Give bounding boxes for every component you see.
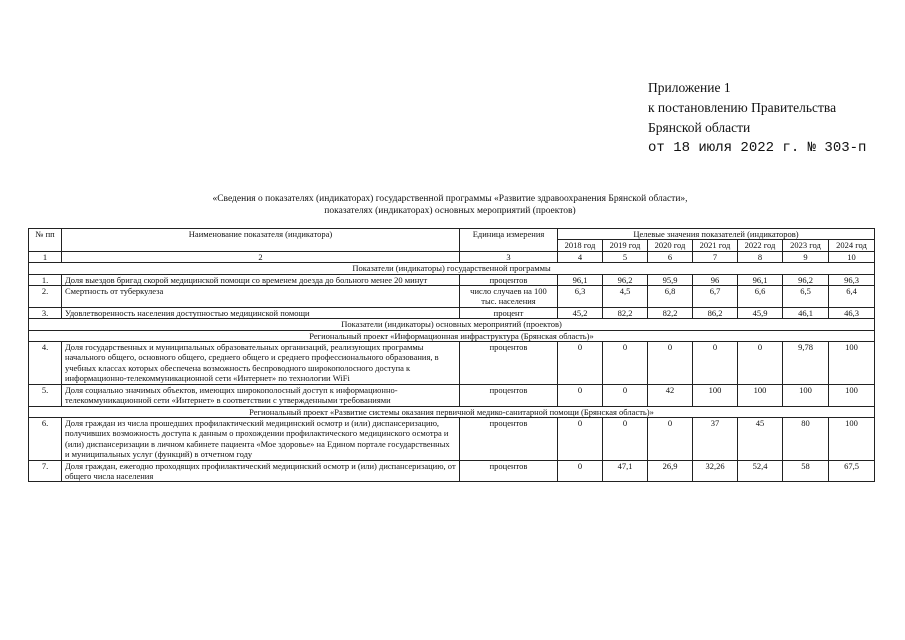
row-value: 0: [738, 342, 783, 385]
section-row: [29, 263, 875, 274]
row-value: 100: [738, 384, 783, 406]
section-row: [29, 330, 875, 341]
header-year: 2019 год: [603, 240, 648, 251]
column-number: 8: [738, 251, 783, 262]
header-num: № пп: [29, 229, 62, 252]
table-row: [29, 384, 875, 406]
row-value: 52,4: [738, 460, 783, 482]
document-title-line-1: «Сведения о показателях (индикаторах) государственной программы «Развитие здравоохранения Брянской области»,: [212, 194, 688, 204]
row-value: 96,1: [738, 274, 783, 285]
row-num: 5.: [29, 384, 62, 406]
row-value: 82,2: [603, 307, 648, 318]
table-row: [29, 342, 875, 385]
row-value: 0: [558, 460, 603, 482]
row-name: Удовлетворенность населения доступностью медицинской помощи: [62, 307, 460, 318]
header-unit: Единица измерения: [460, 229, 558, 252]
header-year: 2020 год: [648, 240, 693, 251]
column-number: 9: [783, 251, 829, 262]
appendix-title: Приложение 1: [648, 80, 731, 95]
header-year: 2021 год: [693, 240, 738, 251]
row-unit: процентов: [460, 384, 558, 406]
row-value: 6,3: [558, 286, 603, 308]
header-year: 2022 год: [738, 240, 783, 251]
header-year: 2023 год: [783, 240, 829, 251]
table-row: [29, 460, 875, 482]
row-value: 0: [603, 342, 648, 385]
row-value: 0: [603, 384, 648, 406]
row-value: 96: [693, 274, 738, 285]
column-number-row: [29, 251, 875, 262]
row-value: 100: [783, 384, 829, 406]
row-value: 100: [829, 342, 875, 385]
row-value: 6,8: [648, 286, 693, 308]
row-value: 0: [558, 384, 603, 406]
header-year: 2018 год: [558, 240, 603, 251]
row-unit: процент: [460, 307, 558, 318]
row-value: 96,2: [783, 274, 829, 285]
column-number: 7: [693, 251, 738, 262]
row-num: 2.: [29, 286, 62, 308]
table-row: [29, 417, 875, 460]
header-targets: Целевые значения показателей (индикаторов): [558, 229, 875, 240]
row-value: 0: [648, 342, 693, 385]
row-value: 46,3: [829, 307, 875, 318]
row-value: 32,26: [693, 460, 738, 482]
row-value: 46,1: [783, 307, 829, 318]
row-value: 37: [693, 417, 738, 460]
row-unit: число случаев на 100 тыс. населения: [460, 286, 558, 308]
table-row: [29, 286, 875, 308]
row-num: 6.: [29, 417, 62, 460]
header-row-main: [29, 229, 875, 240]
column-number: 1: [29, 251, 62, 262]
table-row: [29, 307, 875, 318]
row-value: 100: [829, 384, 875, 406]
row-value: 82,2: [648, 307, 693, 318]
row-num: 7.: [29, 460, 62, 482]
row-unit: процентов: [460, 274, 558, 285]
row-name: Доля социально значимых объектов, имеющих широкополосный доступ к информационно-телекоммуникационной сети «Интернет» в соответствии с утвержденными требованиями: [62, 384, 460, 406]
document-title-line-2: показателях (индикаторах) основных мероприятий (проектов): [324, 206, 576, 216]
header-year: 2024 год: [829, 240, 875, 251]
row-value: 96,3: [829, 274, 875, 285]
row-name: Доля выездов бригад скорой медицинской помощи со временем доезда до больного менее 20 минут: [62, 274, 460, 285]
row-value: 96,1: [558, 274, 603, 285]
row-name: Доля граждан, ежегодно проходящих профилактический медицинский осмотр и (или) диспансеризацию, от общего числа населения: [62, 460, 460, 482]
row-value: 0: [693, 342, 738, 385]
appendix-block: [648, 78, 866, 158]
row-value: 4,5: [603, 286, 648, 308]
row-unit: процентов: [460, 342, 558, 385]
column-number: 2: [62, 251, 460, 262]
row-value: 42: [648, 384, 693, 406]
section-row: [29, 319, 875, 330]
row-unit: процентов: [460, 460, 558, 482]
row-value: 0: [558, 417, 603, 460]
row-value: 0: [603, 417, 648, 460]
column-number: 3: [460, 251, 558, 262]
section-state-program: Показатели (индикаторы) государственной программы: [29, 263, 875, 274]
row-name: Смертность от туберкулеза: [62, 286, 460, 308]
row-value: 47,1: [603, 460, 648, 482]
column-number: 5: [603, 251, 648, 262]
indicators-table: [28, 228, 875, 482]
section-project-info: Региональный проект «Информационная инфраструктура (Брянская область)»: [29, 330, 875, 341]
row-name: Доля граждан из числа прошедших профилактический медицинский осмотр и (или) диспансеризацию, получивших возможность доступа к данным о прохождении профилактического медицинского осмотра и (или) диспансеризации в личном кабинете пациента «Мое здоровье» на Едином портале государственных и муниципальных услуг (функций) в отчетном году: [62, 417, 460, 460]
row-value: 95,9: [648, 274, 693, 285]
row-value: 80: [783, 417, 829, 460]
row-value: 100: [693, 384, 738, 406]
document-title: [120, 193, 780, 217]
header-name: Наименование показателя (индикатора): [62, 229, 460, 252]
row-value: 58: [783, 460, 829, 482]
section-project-primary: Региональный проект «Развитие системы оказания первичной медико-санитарной помощи (Брянская область)»: [29, 406, 875, 417]
row-value: 6,6: [738, 286, 783, 308]
appendix-date-number: от 18 июля 2022 г. № 303-п: [648, 140, 867, 156]
row-value: 26,9: [648, 460, 693, 482]
row-num: 4.: [29, 342, 62, 385]
row-value: 45,2: [558, 307, 603, 318]
column-number: 4: [558, 251, 603, 262]
row-value: 45: [738, 417, 783, 460]
row-value: 6,7: [693, 286, 738, 308]
section-main-activities: Показатели (индикаторы) основных мероприятий (проектов): [29, 319, 875, 330]
section-row: [29, 406, 875, 417]
row-name: Доля государственных и муниципальных образовательных организаций, реализующих программы начального общего, основного общего, среднего общего и среднего профессионального образования, в учебных классах которых обеспечена возможность беспроводного широкополосного доступа к информационно-телекоммуникационной сети «Интернет» по технологии WiFi: [62, 342, 460, 385]
column-number: 6: [648, 251, 693, 262]
row-num: 3.: [29, 307, 62, 318]
table-row: [29, 274, 875, 285]
appendix-region: Брянской области: [648, 120, 751, 135]
column-number: 10: [829, 251, 875, 262]
row-value: 6,5: [783, 286, 829, 308]
row-value: 9,78: [783, 342, 829, 385]
row-value: 45,9: [738, 307, 783, 318]
row-value: 96,2: [603, 274, 648, 285]
row-value: 0: [558, 342, 603, 385]
row-value: 0: [648, 417, 693, 460]
row-value: 6,4: [829, 286, 875, 308]
row-unit: процентов: [460, 417, 558, 460]
row-value: 67,5: [829, 460, 875, 482]
row-num: 1.: [29, 274, 62, 285]
appendix-decree: к постановлению Правительства: [648, 100, 837, 115]
row-value: 86,2: [693, 307, 738, 318]
row-value: 100: [829, 417, 875, 460]
